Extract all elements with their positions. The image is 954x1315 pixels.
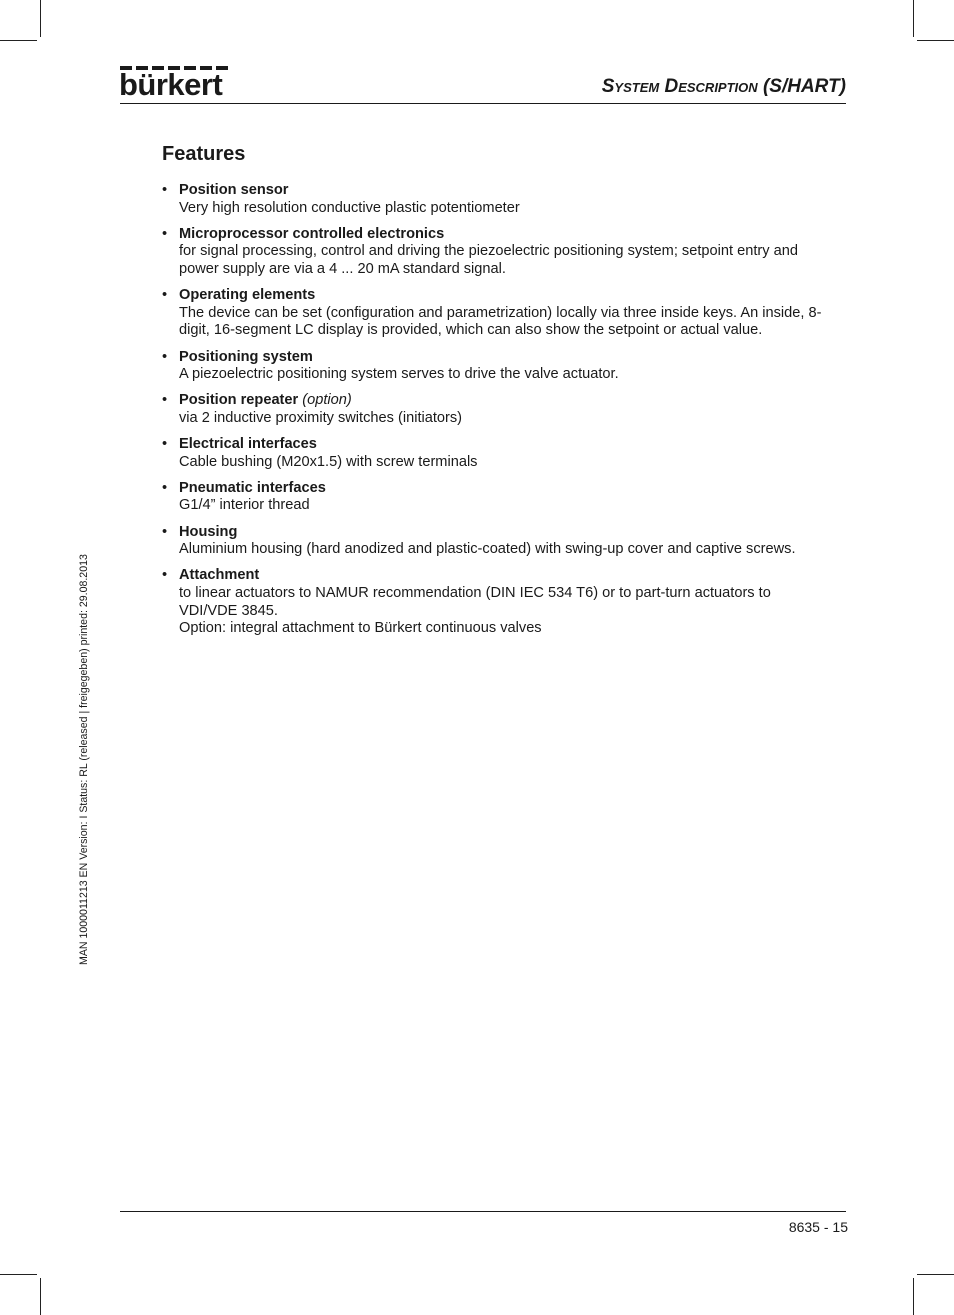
feature-term: Attachment [179, 567, 260, 584]
feature-term: Positioning system [179, 348, 313, 365]
bullet-icon: • [162, 225, 168, 242]
document-side-note: MAN 1000011213 EN Version: I Status: RL (released | freigegeben) printed: 29.08.2013 [78, 554, 90, 965]
footer-rule [120, 1211, 846, 1212]
bullet-icon: • [162, 523, 168, 540]
section-header-suffix: (S/HART) [762, 76, 846, 97]
feature-option-note: (option) [302, 392, 352, 409]
feature-term: Position repeater [179, 392, 299, 409]
burkert-logo [120, 66, 230, 102]
bullet-icon: • [162, 567, 168, 584]
bullet-icon: • [162, 479, 168, 496]
feature-item [162, 182, 842, 217]
feature-description-line: VDI/VDE 3845. [179, 602, 278, 619]
header-rule [120, 103, 846, 104]
feature-term: Pneumatic interfaces [179, 479, 326, 496]
feature-description-line: power supply are via a 4 ... 20 mA standard signal. [179, 260, 506, 277]
crop-mark [0, 40, 37, 41]
feature-item [162, 436, 842, 471]
crop-mark [40, 0, 41, 37]
logo-wordmark: bürkert [119, 67, 223, 102]
bullet-icon: • [162, 287, 168, 304]
section-header [602, 76, 846, 98]
feature-description-line: The device can be set (configuration and parametrization) locally via three inside keys. An inside, 8- [179, 304, 822, 321]
feature-description-line: Very high resolution conductive plastic potentiometer [179, 199, 520, 216]
crop-mark [913, 1278, 914, 1315]
feature-term: Electrical interfaces [179, 436, 317, 453]
feature-description-line: for signal processing, control and driving the piezoelectric positioning system; setpoint entry and [179, 243, 798, 260]
feature-item [162, 567, 842, 637]
page-title: Features [162, 143, 246, 165]
bullet-icon: • [162, 436, 168, 453]
crop-mark [0, 1274, 37, 1275]
crop-mark [913, 0, 914, 37]
bullet-icon: • [162, 348, 168, 365]
feature-description-line: to linear actuators to NAMUR recommendation (DIN IEC 534 T6) or to part-turn actuators to [179, 585, 771, 602]
feature-term: Microprocessor controlled electronics [179, 225, 445, 242]
crop-mark [917, 40, 954, 41]
feature-item [162, 287, 842, 340]
feature-item [162, 524, 842, 559]
feature-description-line: Option: integral attachment to Bürkert continuous valves [179, 620, 542, 637]
bullet-icon: • [162, 392, 168, 409]
feature-description-line: Cable bushing (M20x1.5) with screw terminals [179, 453, 478, 470]
feature-item [162, 480, 842, 515]
page-number: 8635 - 15 [788, 1219, 848, 1235]
feature-item [162, 349, 842, 384]
feature-term: Housing [179, 523, 238, 540]
feature-description-line: G1/4” interior thread [179, 497, 310, 514]
feature-term: Operating elements [179, 287, 316, 304]
feature-item [162, 226, 842, 279]
crop-mark [40, 1278, 41, 1315]
feature-description-line: Aluminium housing (hard anodized and plastic-coated) with swing-up cover and captive screws. [179, 541, 796, 558]
feature-description-line: via 2 inductive proximity switches (initiators) [179, 409, 463, 426]
features-list [162, 182, 842, 646]
feature-description-line: A piezoelectric positioning system serves to drive the valve actuator. [179, 366, 619, 383]
section-header-title: System Description [601, 76, 758, 97]
feature-item [162, 392, 842, 427]
feature-description-line: digit, 16-segment LC display is provided, which can also show the setpoint or actual value. [179, 322, 763, 339]
bullet-icon: • [162, 182, 168, 198]
crop-mark [917, 1274, 954, 1275]
feature-term: Position sensor [179, 182, 289, 198]
